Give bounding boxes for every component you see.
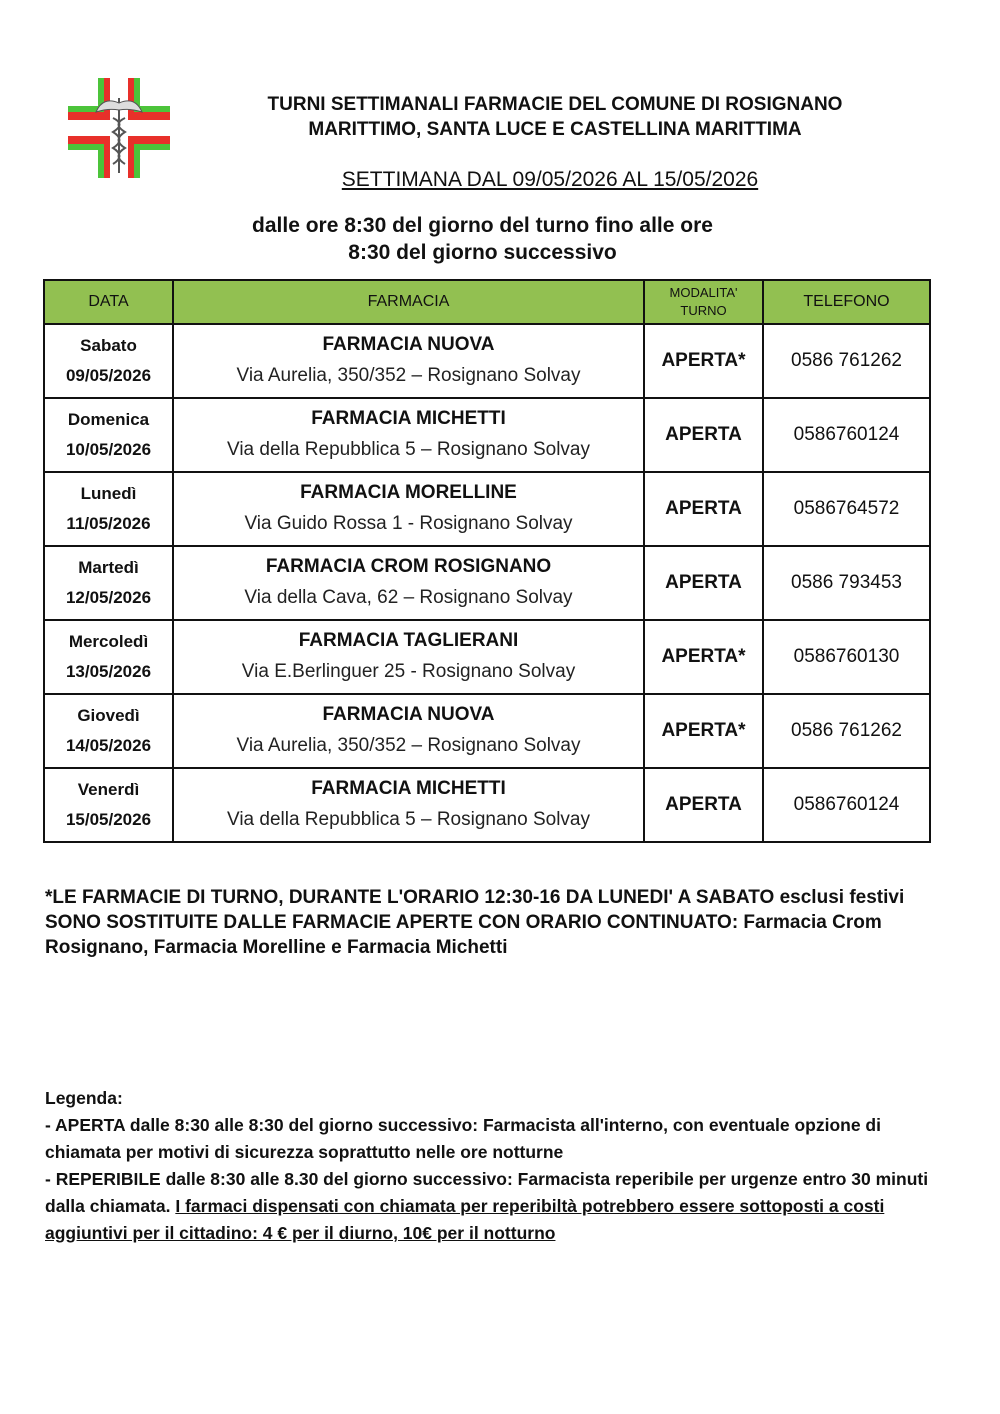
page-title [200, 92, 910, 142]
legend-reperibile [45, 1166, 945, 1247]
pharmacy-name: FARMACIA TAGLIERANI [298, 630, 519, 651]
phone-cell: 0586 761262 [763, 694, 930, 768]
legend-reperibile-text: - REPERIBILE dalle 8:30 alle 8.30 del giorno successivo: Farmacista reperibile per urgenze entro 30 minuti dalla chiamata. [45, 1169, 929, 1216]
col-telefono: TELEFONO [763, 280, 930, 324]
day: Martedì [78, 558, 139, 577]
note: *LE FARMACIE DI TURNO, DURANTE L'ORARIO 12:30-16 DA LUNEDI' A SABATO esclusi festivi SONO SOSTITUITE DALLE FARMACIE APERTE CON ORARIO CONTINUATO: Farmacia Crom Rosignano, Farmacia Morelline e Farmacia Michetti [45, 887, 905, 958]
legend-title: Legenda: [45, 1088, 123, 1108]
phone-cell: 0586760124 [763, 768, 930, 842]
pharmacy-name: FARMACIA MICHETTI [311, 778, 506, 799]
title-line: MARITTIMO, SANTA LUCE E CASTELLINA MARITTIMA [308, 119, 802, 140]
mode-cell: APERTA [644, 768, 763, 842]
date-cell [44, 324, 173, 398]
mode-cell: APERTA [644, 472, 763, 546]
title-line: TURNI SETTIMANALI FARMACIE DEL COMUNE DI ROSIGNANO [267, 94, 843, 115]
date-cell [44, 398, 173, 472]
date: 12/05/2026 [65, 588, 152, 607]
date-cell [44, 768, 173, 842]
day: Lunedì [80, 484, 137, 503]
col-modalita [644, 280, 763, 324]
table-row [44, 768, 930, 842]
pharmacy-name: FARMACIA MORELLINE [300, 482, 517, 503]
table-row [44, 398, 930, 472]
pharmacy-cell [173, 694, 644, 768]
phone-cell: 0586764572 [763, 472, 930, 546]
phone-cell: 0586 793453 [763, 546, 930, 620]
day: Sabato [80, 336, 137, 355]
col-data: DATA [44, 280, 173, 324]
day: Domenica [67, 410, 150, 429]
legend-costs: I farmaci dispensati con chiamata per reperibiltà potrebbero essere sottoposti a costi aggiuntivi per il cittadino: 4 € per il diurno, 10€ per il notturno [45, 1196, 885, 1243]
mode-cell: APERTA* [644, 324, 763, 398]
hours-line: 8:30 del giorno successivo [348, 241, 617, 264]
pharmacy-cell [173, 324, 644, 398]
pharmacy-cell [173, 472, 644, 546]
pharmacy-cell [173, 620, 644, 694]
col-farmacia: FARMACIA [173, 280, 644, 324]
date: 14/05/2026 [65, 736, 152, 755]
pharmacy-name: FARMACIA CROM ROSIGNANO [265, 556, 552, 577]
shifts-table [43, 279, 931, 843]
col-label: MODALITA' [669, 285, 738, 300]
pharmacy-address: Via della Cava, 62 – Rosignano Solvay [244, 587, 573, 608]
mode-cell: APERTA [644, 546, 763, 620]
pharmacy-address: Via E.Berlinguer 25 - Rosignano Solvay [241, 661, 576, 682]
pharmacy-address: Via della Repubblica 5 – Rosignano Solvay [226, 809, 590, 830]
phone-cell: 0586760124 [763, 398, 930, 472]
table-header [44, 280, 930, 324]
pharmacy-address: Via Guido Rossa 1 - Rosignano Solvay [244, 513, 573, 534]
table-row [44, 546, 930, 620]
hours-line: dalle ore 8:30 del giorno del turno fino alle ore [252, 214, 713, 237]
shift-hours [180, 212, 785, 266]
pharmacy-address: Via Aurelia, 350/352 – Rosignano Solvay [236, 735, 581, 756]
table-row [44, 324, 930, 398]
date-cell [44, 694, 173, 768]
phone-cell: 0586 761262 [763, 324, 930, 398]
mode-cell: APERTA [644, 398, 763, 472]
table-row [44, 472, 930, 546]
phone-cell: 0586760130 [763, 620, 930, 694]
pharmacy-cross-logo [68, 78, 170, 178]
table-row [44, 694, 930, 768]
date-cell [44, 546, 173, 620]
table-row [44, 620, 930, 694]
pharmacy-cell [173, 546, 644, 620]
date: 10/05/2026 [65, 440, 152, 459]
date: 13/05/2026 [65, 662, 152, 681]
week-range [200, 168, 900, 192]
legend-aperta: - APERTA dalle 8:30 alle 8:30 del giorno successivo: Farmacista all'interno, con eventuale opzione di chiamata per motivi di sicurezza soprattutto nelle ore notturne [45, 1115, 881, 1162]
pharmacy-cell [173, 768, 644, 842]
pharmacy-cell [173, 398, 644, 472]
pharmacy-name: FARMACIA MICHETTI [311, 408, 506, 429]
pharmacy-address: Via della Repubblica 5 – Rosignano Solvay [226, 439, 590, 460]
week-text: SETTIMANA DAL 09/05/2026 AL 15/05/2026 [341, 168, 759, 191]
date-cell [44, 472, 173, 546]
mode-cell: APERTA* [644, 694, 763, 768]
day: Mercoledì [68, 632, 149, 651]
day: Giovedì [77, 706, 140, 725]
pharmacy-name: FARMACIA NUOVA [322, 334, 495, 355]
day: Venerdì [77, 780, 140, 799]
date-cell [44, 620, 173, 694]
mode-cell: APERTA* [644, 620, 763, 694]
legend [45, 1085, 945, 1247]
date: 09/05/2026 [65, 366, 152, 385]
col-label: TURNO [680, 303, 727, 318]
date: 11/05/2026 [66, 514, 151, 533]
pharmacy-address: Via Aurelia, 350/352 – Rosignano Solvay [236, 365, 581, 386]
date: 15/05/2026 [65, 810, 152, 829]
pharmacy-name: FARMACIA NUOVA [322, 704, 495, 725]
